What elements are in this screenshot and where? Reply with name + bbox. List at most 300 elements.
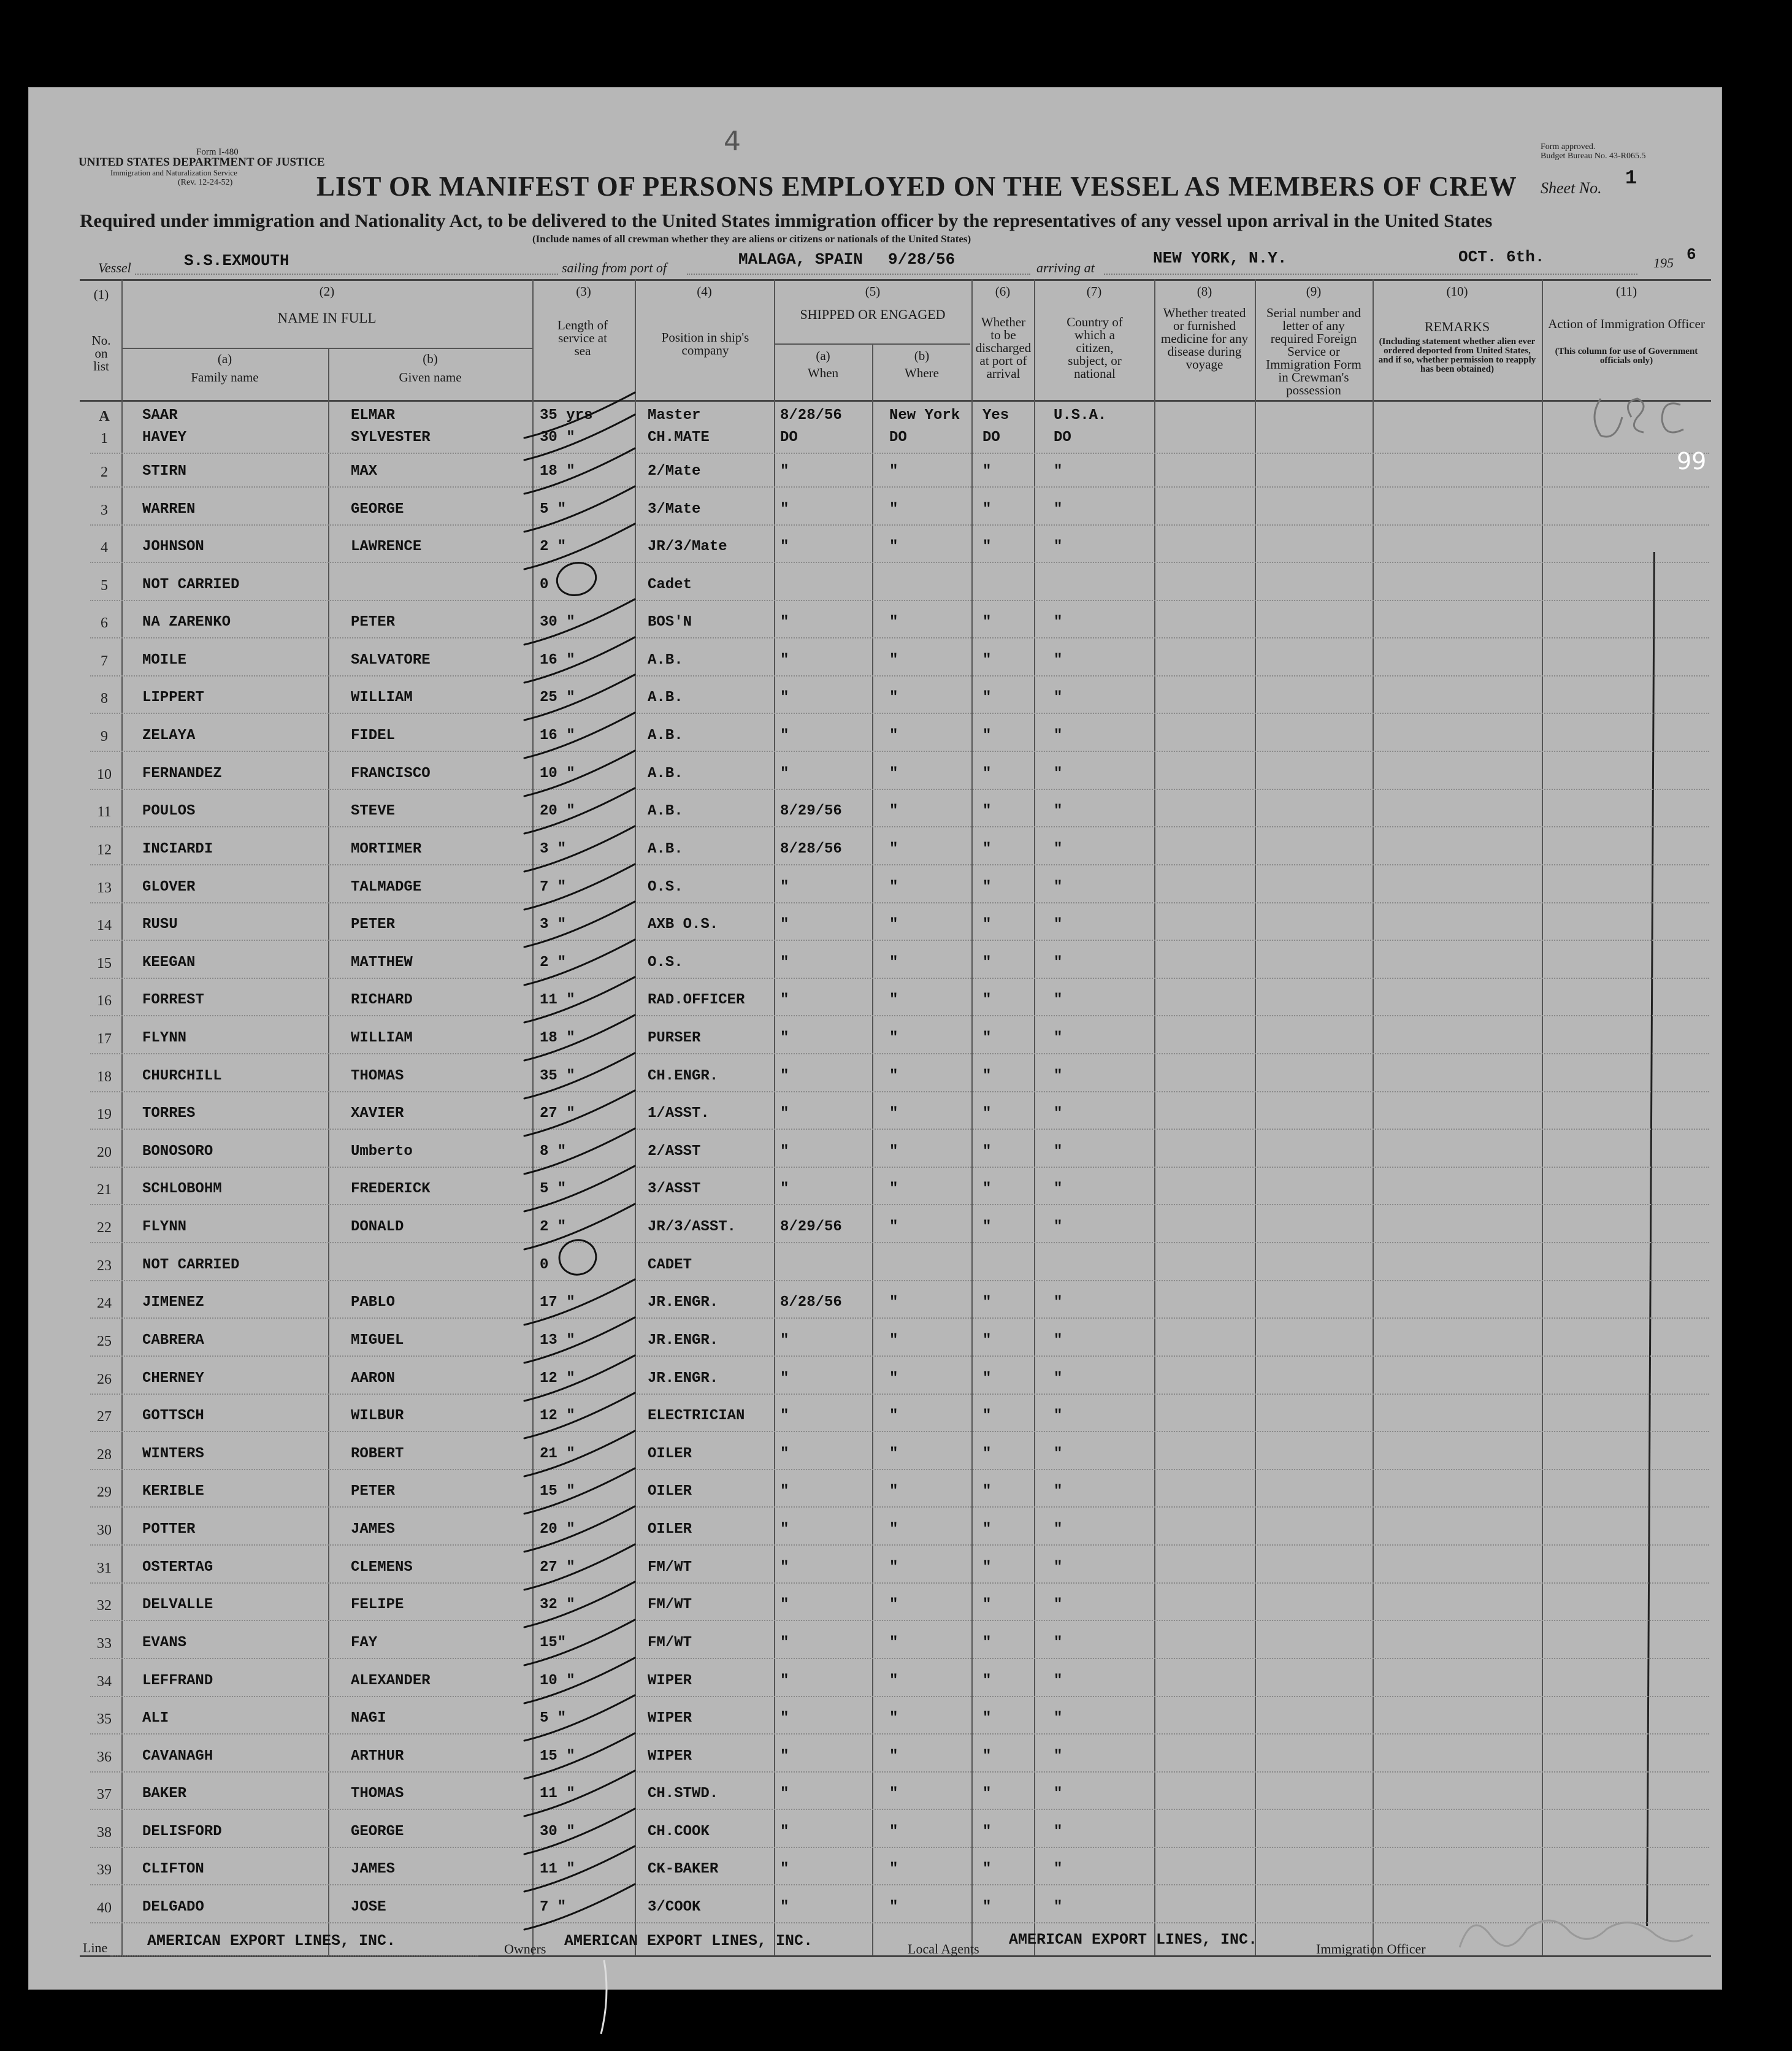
service-pen-stroke: [524, 788, 635, 834]
position: ELECTRICIAN: [648, 1408, 745, 1424]
given-name: JOSE: [351, 1899, 386, 1915]
country: ": [1054, 1332, 1063, 1349]
family-name: FERNANDEZ: [142, 765, 222, 782]
country: ": [1054, 614, 1063, 631]
discharged: ": [982, 1559, 992, 1576]
position: Master: [648, 407, 701, 424]
col5b-num: (b): [914, 348, 930, 363]
discharged: ": [982, 614, 992, 631]
service-pen-stroke: [524, 486, 635, 532]
col9-label: Serial number and letter of any required Foreign Service or Immigration Form in Crewman's possession: [1266, 305, 1361, 397]
shipped-where: ": [889, 803, 898, 819]
family-name: KERIBLE: [142, 1483, 204, 1500]
country: ": [1054, 879, 1063, 895]
position: A.B.: [648, 765, 683, 782]
shipped-when: ": [780, 1408, 789, 1424]
discharged: ": [982, 765, 992, 782]
shipped-when: ": [780, 1068, 789, 1084]
row-number: 5: [101, 578, 108, 594]
shipped-when: ": [780, 727, 789, 744]
col10-num: (10): [1446, 284, 1468, 299]
shipped-where: ": [889, 1446, 898, 1462]
given-name: SALVATORE: [351, 652, 431, 669]
shipped-where: ": [889, 916, 898, 933]
service-length: 7 ": [540, 1899, 567, 1915]
shipped-where: ": [889, 501, 898, 518]
shipped-where: New York: [889, 407, 960, 424]
row-number: 13: [97, 880, 112, 896]
family-name: RUSU: [142, 916, 178, 933]
shipped-where: ": [889, 539, 898, 555]
service-length: 11 ": [540, 992, 575, 1008]
paper-crease: [601, 1960, 607, 2034]
service-pen-stroke: [524, 1658, 635, 1703]
position: Cadet: [648, 577, 692, 593]
position: OILER: [648, 1483, 692, 1500]
shipped-when: ": [780, 1559, 789, 1576]
sheet-number: 1: [1625, 167, 1637, 190]
given-name: GEORGE: [351, 501, 404, 518]
vessel-name: S.S.EXMOUTH: [184, 251, 289, 270]
service-pen-stroke: [524, 826, 635, 872]
col6-num: (6): [995, 284, 1011, 299]
row-number: 8: [101, 691, 108, 707]
family-name: KEEGAN: [142, 954, 196, 971]
family-name: BONOSORO: [142, 1143, 213, 1160]
shipped-where: ": [889, 689, 898, 706]
shipped-where: ": [889, 1521, 898, 1538]
row-number: 29: [97, 1484, 112, 1500]
service-pen-stroke: [524, 1431, 635, 1476]
shipped-where: ": [889, 1899, 898, 1915]
family-name: HAVEY: [142, 429, 187, 446]
family-name: DELVALLE: [142, 1597, 213, 1613]
given-name: FELIPE: [351, 1597, 404, 1613]
col2b-num: (b): [423, 351, 438, 366]
country: ": [1054, 1559, 1063, 1576]
discharged: ": [982, 1748, 992, 1765]
form-number: Form I-480: [196, 147, 239, 157]
row-number: 22: [97, 1220, 112, 1236]
country: ": [1054, 1219, 1063, 1235]
given-name: SYLVESTER: [351, 429, 431, 446]
position: JR.ENGR.: [648, 1332, 719, 1349]
service-length: 27 ": [540, 1105, 575, 1122]
shipped-when: ": [780, 1143, 789, 1160]
family-name: JIMENEZ: [142, 1294, 204, 1311]
footer-line-underline: [110, 1955, 478, 1957]
shipped-when: ": [780, 916, 789, 933]
discharged: ": [982, 992, 992, 1008]
col4-num: (4): [697, 284, 712, 299]
shipped-when: ": [780, 1521, 789, 1538]
country: ": [1054, 501, 1063, 518]
row-number: 10: [97, 767, 112, 783]
discharged: ": [982, 1635, 992, 1651]
position: CK-BAKER: [648, 1861, 719, 1877]
shipped-where: ": [889, 1332, 898, 1349]
family-name: CLIFTON: [142, 1861, 204, 1877]
shipped-where: ": [889, 1370, 898, 1387]
position: CH.MATE: [648, 429, 710, 446]
shipped-where: ": [889, 1748, 898, 1765]
service-length: 12 ": [540, 1370, 575, 1387]
col3-num: (3): [576, 284, 591, 299]
family-name: JOHNSON: [142, 539, 204, 555]
service-length: 0: [540, 577, 549, 593]
service-pen-stroke: [524, 1091, 635, 1136]
position: A.B.: [648, 652, 683, 669]
col11-label: Action of Immigration Officer: [1548, 316, 1705, 331]
family-name: INCIARDI: [142, 841, 213, 857]
position: WIPER: [648, 1710, 692, 1727]
footer-line-label: Line: [83, 1940, 108, 1955]
country: ": [1054, 1521, 1063, 1538]
discharged: ": [982, 1710, 992, 1727]
arrival-date: OCT. 6th.: [1458, 248, 1545, 266]
discharged: ": [982, 1294, 992, 1311]
country: ": [1054, 992, 1063, 1008]
country: ": [1054, 1710, 1063, 1727]
country: ": [1054, 1899, 1063, 1915]
service-length: 21 ": [540, 1446, 575, 1462]
country: ": [1054, 689, 1063, 706]
given-name: THOMAS: [351, 1068, 404, 1084]
given-name: TALMADGE: [351, 879, 422, 895]
row-number: 30: [97, 1522, 112, 1538]
row-number: 16: [97, 993, 112, 1009]
service-length: 2 ": [540, 954, 567, 971]
shipped-where: ": [889, 1068, 898, 1084]
shipped-when: ": [780, 879, 789, 895]
row-number: 4: [101, 540, 108, 556]
service-length: 30 ": [540, 614, 575, 631]
service-length: 16 ": [540, 727, 575, 744]
row-number: 33: [97, 1636, 112, 1652]
service-length: 5 ": [540, 1710, 567, 1727]
shipped-when: ": [780, 1597, 789, 1613]
position: FM/WT: [648, 1559, 692, 1576]
service-length: 11 ": [540, 1861, 575, 1877]
shipped-when: ": [780, 1105, 789, 1122]
given-name: ROBERT: [351, 1446, 404, 1462]
service-pen-stroke: [524, 415, 635, 460]
family-name: ALI: [142, 1710, 169, 1727]
position: JR.ENGR.: [648, 1294, 719, 1311]
family-name: CHERNEY: [142, 1370, 204, 1387]
country: ": [1054, 954, 1063, 971]
position: 3/COOK: [648, 1899, 701, 1915]
service-pen-stroke: [524, 1771, 635, 1816]
family-name: STIRN: [142, 463, 187, 480]
country: ": [1054, 765, 1063, 782]
country: ": [1054, 1785, 1063, 1802]
position: WIPER: [648, 1673, 692, 1689]
given-name: PETER: [351, 916, 396, 933]
row-number: 9: [101, 729, 108, 745]
service-pen-stroke: [524, 1166, 635, 1211]
shipped-where: ": [889, 614, 898, 631]
row-number: 36: [97, 1749, 112, 1765]
position: FM/WT: [648, 1635, 692, 1651]
family-name: GLOVER: [142, 879, 196, 895]
discharged: ": [982, 1521, 992, 1538]
family-name: WINTERS: [142, 1446, 204, 1462]
position: 3/ASST: [648, 1181, 701, 1197]
family-name: FORREST: [142, 992, 204, 1008]
service-length: 10 ": [540, 1673, 575, 1689]
instruction-line: (Include names of all crewman whether they are aliens or citizens or nationals of the United States): [532, 233, 971, 245]
shipped-when: ": [780, 765, 789, 782]
service-length: 0: [540, 1257, 549, 1273]
usc-scribble: [1595, 399, 1683, 437]
col8-label: Whether treated or furnished medicine for any disease during voyage: [1160, 305, 1249, 372]
shipped-where: ": [889, 463, 898, 480]
family-name: SCHLOBOHM: [142, 1181, 222, 1197]
position: 1/ASST.: [648, 1105, 710, 1122]
family-name: CABRERA: [142, 1332, 204, 1349]
family-name: MOILE: [142, 652, 187, 669]
officer-signature-faint: [1460, 1920, 1693, 1947]
port-of-sailing: MALAGA, SPAIN: [738, 250, 863, 269]
given-name: WILLIAM: [351, 689, 413, 706]
position: JR/3/Mate: [648, 539, 727, 555]
row-number: 23: [97, 1258, 112, 1274]
row-number: 37: [97, 1787, 112, 1803]
col2a-num: (a): [217, 351, 232, 366]
family-name: NOT CARRIED: [142, 1257, 240, 1273]
handwritten-mark: 4: [724, 126, 741, 157]
footer-officer-label: Immigration Officer: [1316, 1941, 1426, 1957]
position: 2/ASST: [648, 1143, 701, 1160]
service-pen-stroke: [524, 1733, 635, 1779]
row-number: 25: [97, 1333, 112, 1349]
row-number: 15: [97, 956, 112, 972]
given-name: NAGI: [351, 1710, 386, 1727]
position: BOS'N: [648, 614, 692, 631]
country: ": [1054, 1748, 1063, 1765]
discharged: ": [982, 1446, 992, 1462]
approval-line: Form approved.: [1541, 142, 1596, 151]
service-pen-stroke: [524, 1884, 635, 1930]
country: ": [1054, 1294, 1063, 1311]
given-name: WILLIAM: [351, 1030, 413, 1046]
shipped-where: ": [889, 1559, 898, 1576]
footer-agents-value: AMERICAN EXPORT LINES, INC.: [1009, 1931, 1258, 1949]
sailing-date: 9/28/56: [888, 250, 955, 269]
family-name: ZELAYA: [142, 727, 196, 744]
service-length: 5 ": [540, 501, 567, 518]
country: DO: [1054, 429, 1071, 446]
given-name: XAVIER: [351, 1105, 404, 1122]
family-name: POULOS: [142, 803, 196, 819]
position: O.S.: [648, 954, 683, 971]
service-length: 8 ": [540, 1143, 567, 1160]
service-length: 3 ": [540, 916, 567, 933]
country: ": [1054, 727, 1063, 744]
shipped-when: ": [780, 1635, 789, 1651]
service-pen-stroke: [524, 864, 635, 910]
service-length: 35 ": [540, 1068, 575, 1084]
service-pen-stroke: [524, 1695, 635, 1741]
given-name: FREDERICK: [351, 1181, 431, 1197]
shipped-where: ": [889, 1710, 898, 1727]
arrival-port: NEW YORK, N.Y.: [1153, 249, 1287, 267]
shipped-where: ": [889, 992, 898, 1008]
given-name: JAMES: [351, 1521, 396, 1538]
given-name: THOMAS: [351, 1785, 404, 1802]
country: ": [1054, 539, 1063, 555]
row-number: 12: [97, 842, 112, 858]
col4-label: Position in ship's company: [661, 330, 749, 358]
footer-owners-value: AMERICAN EXPORT LINES, INC.: [564, 1932, 813, 1950]
col5b-label: Where: [905, 366, 939, 380]
discharged: ": [982, 1030, 992, 1046]
col5-num: (5): [865, 284, 881, 299]
service-pen-stroke: [524, 1506, 635, 1552]
given-name: MIGUEL: [351, 1332, 404, 1349]
given-name: ARTHUR: [351, 1748, 404, 1765]
service-length: 30 ": [540, 429, 575, 446]
family-name: CHURCHILL: [142, 1068, 222, 1084]
service-length: 7 ": [540, 879, 567, 895]
service-pen-stroke: [524, 1393, 635, 1438]
zero-circle-5: [553, 559, 599, 600]
service-pen-stroke: [524, 1582, 635, 1627]
service-length: 32 ": [540, 1597, 575, 1613]
given-name: PABLO: [351, 1294, 396, 1311]
discharged: ": [982, 954, 992, 971]
given-name: ALEXANDER: [351, 1673, 431, 1689]
col10-sub: (Including statement whether alien ever ordered deported from United States, and if so, whether permission to reapply has been obtained): [1378, 337, 1536, 374]
row-number: 21: [97, 1182, 112, 1198]
given-name: FRANCISCO: [351, 765, 431, 782]
discharged: DO: [982, 429, 1000, 446]
col7-label: Country of which a citizen, subject, or national: [1066, 315, 1123, 381]
position: CH.ENGR.: [648, 1068, 719, 1084]
shipped-where: ": [889, 1294, 898, 1311]
country: ": [1054, 916, 1063, 933]
discharged: ": [982, 652, 992, 669]
service-length: 30 ": [540, 1823, 575, 1840]
service-length: 15 ": [540, 1748, 575, 1765]
row-number: 35: [97, 1711, 112, 1727]
service-pen-stroke: [524, 1620, 635, 1665]
shipped-when: ": [780, 1710, 789, 1727]
service-length: 18 ": [540, 463, 575, 480]
service-length: 5 ": [540, 1181, 567, 1197]
row-number: 38: [97, 1825, 112, 1841]
row-number: 34: [97, 1674, 112, 1690]
discharged: ": [982, 916, 992, 933]
budget-bureau: Budget Bureau No. 43-R065.5: [1541, 151, 1646, 161]
country: ": [1054, 1408, 1063, 1424]
shipped-where: ": [889, 1219, 898, 1235]
service-pen-stroke: [524, 1317, 635, 1363]
shipped-when: 8/29/56: [780, 803, 842, 819]
given-name: WILBUR: [351, 1408, 404, 1424]
discharged: ": [982, 727, 992, 744]
shipped-where: ": [889, 1823, 898, 1840]
country: ": [1054, 1030, 1063, 1046]
shipped-where: ": [889, 765, 898, 782]
discharged: ": [982, 803, 992, 819]
col11-num: (11): [1615, 284, 1637, 299]
row-number: 2: [101, 464, 108, 480]
col9-num: (9): [1306, 284, 1322, 299]
row-number: 28: [97, 1447, 112, 1463]
col5-label: SHIPPED OR ENGAGED: [800, 307, 946, 322]
service-length: 27 ": [540, 1559, 575, 1576]
given-name: FIDEL: [351, 727, 396, 744]
country: ": [1054, 652, 1063, 669]
shipped-when: ": [780, 1483, 789, 1500]
agency-name: UNITED STATES DEPARTMENT OF JUSTICE: [78, 156, 325, 169]
shipped-where: ": [889, 727, 898, 744]
shipped-when: ": [780, 1748, 789, 1765]
given-name: GEORGE: [351, 1823, 404, 1840]
discharged: ": [982, 1823, 992, 1840]
service-length: 17 ": [540, 1294, 575, 1311]
discharged: ": [982, 1105, 992, 1122]
family-name: EVANS: [142, 1635, 187, 1651]
row-number: 39: [97, 1862, 112, 1878]
row-number: 7: [101, 653, 108, 669]
row-number: 40: [97, 1900, 112, 1916]
row-number: 14: [97, 918, 112, 933]
service-pen-stroke: [524, 675, 635, 720]
discharged: ": [982, 879, 992, 895]
service-pen-stroke: [524, 1129, 635, 1174]
family-name: WARREN: [142, 501, 196, 518]
page-number: 99: [1677, 448, 1707, 475]
shipped-when: ": [780, 652, 789, 669]
given-name: MATTHEW: [351, 954, 413, 971]
service-length: 2 ": [540, 539, 567, 555]
row-number: 24: [97, 1295, 112, 1311]
service-pen-stroke: [524, 1846, 635, 1892]
position: 2/Mate: [648, 463, 701, 480]
shipped-when: ": [780, 954, 789, 971]
family-name: DELISFORD: [142, 1823, 222, 1840]
footer-agents-label: Local Agents: [908, 1941, 979, 1957]
row-number: 3: [101, 502, 108, 518]
shipped-when: DO: [780, 429, 798, 446]
shipped-where: ": [889, 1181, 898, 1197]
service-pen-stroke: [524, 1204, 635, 1249]
row-number: 26: [97, 1371, 112, 1387]
row-number: 11: [97, 804, 112, 820]
family-name: BAKER: [142, 1785, 187, 1802]
given-name: JAMES: [351, 1861, 396, 1877]
service-pen-stroke: [524, 393, 635, 438]
service-length: 11 ": [540, 1785, 575, 1802]
discharged: ": [982, 1483, 992, 1500]
service-pen-stroke: [524, 599, 635, 645]
discharged: ": [982, 1597, 992, 1613]
country: ": [1054, 1370, 1063, 1387]
country: ": [1054, 803, 1063, 819]
service-length: 20 ": [540, 1521, 575, 1538]
given-name: PETER: [351, 614, 396, 631]
position: FM/WT: [648, 1597, 692, 1613]
col5a-label: When: [807, 366, 839, 380]
family-name: SAAR: [142, 407, 178, 424]
shipped-when: ": [780, 689, 789, 706]
row-number: 32: [97, 1598, 112, 1614]
position: RAD.OFFICER: [648, 992, 745, 1008]
year-prefix: 195: [1653, 255, 1674, 270]
